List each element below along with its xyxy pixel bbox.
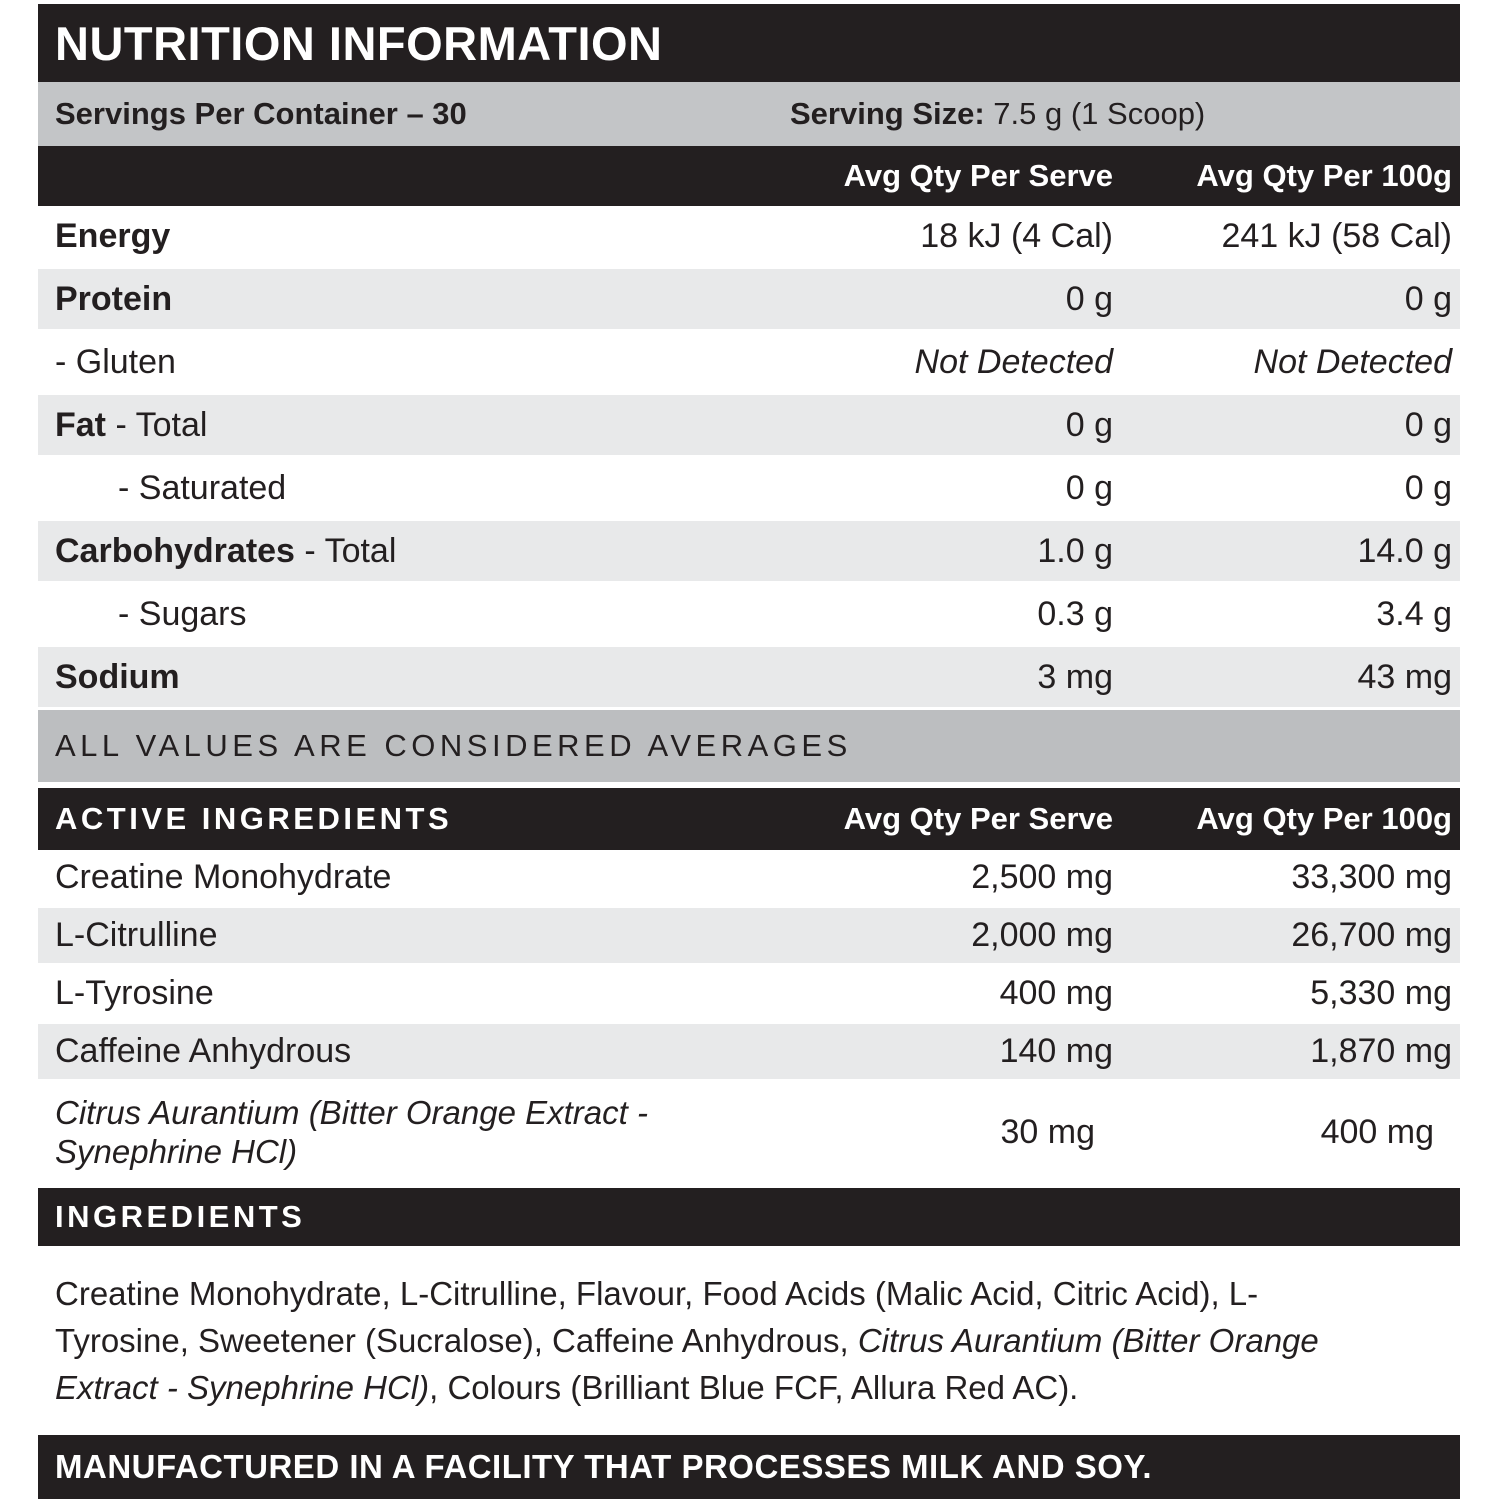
page-title: NUTRITION INFORMATION <box>55 16 663 70</box>
active-column-serve: Avg Qty Per Serve <box>843 801 1113 836</box>
row-value-100g: 3.4 g <box>1376 594 1452 633</box>
ingredient-value-serve: 400 mg <box>999 974 1113 1012</box>
row-value-serve: 0 g <box>1065 279 1113 318</box>
row-value-serve: Not Detected <box>914 342 1113 381</box>
table-row-fat-total <box>38 395 1460 455</box>
ingredient-value-serve: 2,000 mg <box>971 916 1113 954</box>
servings-bar <box>38 82 1460 146</box>
row-label <box>55 532 783 571</box>
active-ingredients-header-bar <box>38 788 1460 850</box>
servings-per-container: Servings Per Container – 30 <box>55 96 467 131</box>
ingredients-text-part3: , Colours (Brilliant Blue FCF, Allura Red AC). <box>429 1369 1079 1406</box>
allergen-bar <box>38 1435 1460 1499</box>
ingredient-value-100g: 33,300 mg <box>1291 858 1452 896</box>
ingredients-title: INGREDIENTS <box>55 1199 306 1234</box>
row-value-100g: 43 mg <box>1357 657 1452 696</box>
ingredient-value-100g: 400 mg <box>1320 1112 1434 1151</box>
ingredient-row-creatine <box>38 850 1460 905</box>
ingredient-name: L-Citrulline <box>55 916 218 954</box>
nutrition-table <box>38 206 1460 707</box>
nutrition-label <box>38 4 1460 1499</box>
ingredient-value-serve: 2,500 mg <box>971 858 1113 896</box>
row-value-100g: 0 g <box>1404 468 1452 507</box>
averages-note-bar <box>38 710 1460 782</box>
column-header-bar <box>38 146 1460 206</box>
ingredient-name: Caffeine Anhydrous <box>55 1032 352 1070</box>
row-value-serve: 0.3 g <box>1037 594 1113 633</box>
row-label-bold: Carbohydrates <box>55 531 295 570</box>
row-label <box>55 406 783 445</box>
column-header-100g: Avg Qty Per 100g <box>1196 158 1452 193</box>
row-label <box>55 217 783 256</box>
row-value-100g: Not Detected <box>1253 342 1452 381</box>
ingredient-row-caffeine <box>38 1024 1460 1079</box>
active-ingredients-table <box>38 850 1460 1182</box>
ingredient-name: Citrus Aurantium (Bitter Orange Extract - Synephrine HCl) <box>55 1094 648 1170</box>
row-value-serve: 0 g <box>1065 468 1113 507</box>
ingredients-text-italic: Citrus Aurantium (Bitter Orange Extract - Synephrine HCl) <box>55 1322 1319 1406</box>
ingredients-text-part1: Creatine Monohydrate, L-Citrulline, Flavour, Food Acids (Malic Acid, Citric Acid), L-Tyrosine, Sweetener (Sucralose), Caffeine Anhydrous, <box>55 1275 1259 1359</box>
row-value-serve: 0 g <box>1065 405 1113 444</box>
table-row-sugars <box>38 584 1460 644</box>
row-label <box>55 469 783 508</box>
row-value-serve: 1.0 g <box>1037 531 1113 570</box>
row-value-100g: 0 g <box>1404 279 1452 318</box>
title-bar <box>38 4 1460 82</box>
ingredients-paragraph <box>55 1270 1385 1411</box>
row-value-100g: 241 kJ (58 Cal) <box>1221 216 1452 255</box>
ingredient-value-100g: 5,330 mg <box>1310 974 1452 1012</box>
row-value-100g: 0 g <box>1404 405 1452 444</box>
row-label-bold: Protein <box>55 279 173 318</box>
row-label-rest: - Total <box>294 531 397 570</box>
row-label-rest: - Saturated <box>118 468 287 507</box>
row-label <box>55 658 783 697</box>
table-row-protein <box>38 269 1460 329</box>
column-header-serve: Avg Qty Per Serve <box>843 158 1113 193</box>
ingredient-name: L-Tyrosine <box>55 974 214 1012</box>
ingredient-row-citrulline <box>38 908 1460 963</box>
ingredient-value-100g: 26,700 mg <box>1291 916 1452 954</box>
row-label-rest: - Total <box>106 405 208 444</box>
row-label-bold: Energy <box>55 216 171 255</box>
table-row-energy <box>38 206 1460 266</box>
active-column-100g: Avg Qty Per 100g <box>1196 801 1452 836</box>
table-row-carbohydrates-total <box>38 521 1460 581</box>
row-value-serve: 3 mg <box>1037 657 1113 696</box>
row-label-rest: - Sugars <box>118 594 247 633</box>
serving-size-value: 7.5 g (1 Scoop) <box>984 96 1206 131</box>
row-label <box>55 343 783 382</box>
ingredient-value-serve: 140 mg <box>999 1032 1113 1070</box>
row-label <box>55 595 783 634</box>
table-row-fat-saturated <box>38 458 1460 518</box>
ingredient-name: Creatine Monohydrate <box>55 858 392 896</box>
active-ingredients-title: ACTIVE INGREDIENTS <box>55 801 453 836</box>
averages-note: ALL VALUES ARE CONSIDERED AVERAGES <box>55 728 852 763</box>
allergen-statement: MANUFACTURED IN A FACILITY THAT PROCESSES MILK AND SOY. <box>55 1448 1152 1485</box>
ingredients-header-bar <box>38 1188 1460 1246</box>
row-label-bold: Sodium <box>55 657 180 696</box>
row-label <box>55 280 783 319</box>
serving-size <box>790 96 1205 132</box>
ingredient-value-100g: 1,870 mg <box>1310 1032 1452 1070</box>
serving-size-label: Serving Size: <box>790 96 985 131</box>
ingredient-row-tyrosine <box>38 966 1460 1021</box>
row-label-rest: - Gluten <box>55 342 176 381</box>
ingredient-value-serve: 30 mg <box>1000 1112 1095 1151</box>
table-row-gluten <box>38 332 1460 392</box>
ingredient-row-citrus-aurantium <box>38 1082 1460 1182</box>
row-label-bold: Fat <box>55 405 106 444</box>
row-value-serve: 18 kJ (4 Cal) <box>920 216 1113 255</box>
table-row-sodium <box>38 647 1460 707</box>
row-value-100g: 14.0 g <box>1357 531 1452 570</box>
